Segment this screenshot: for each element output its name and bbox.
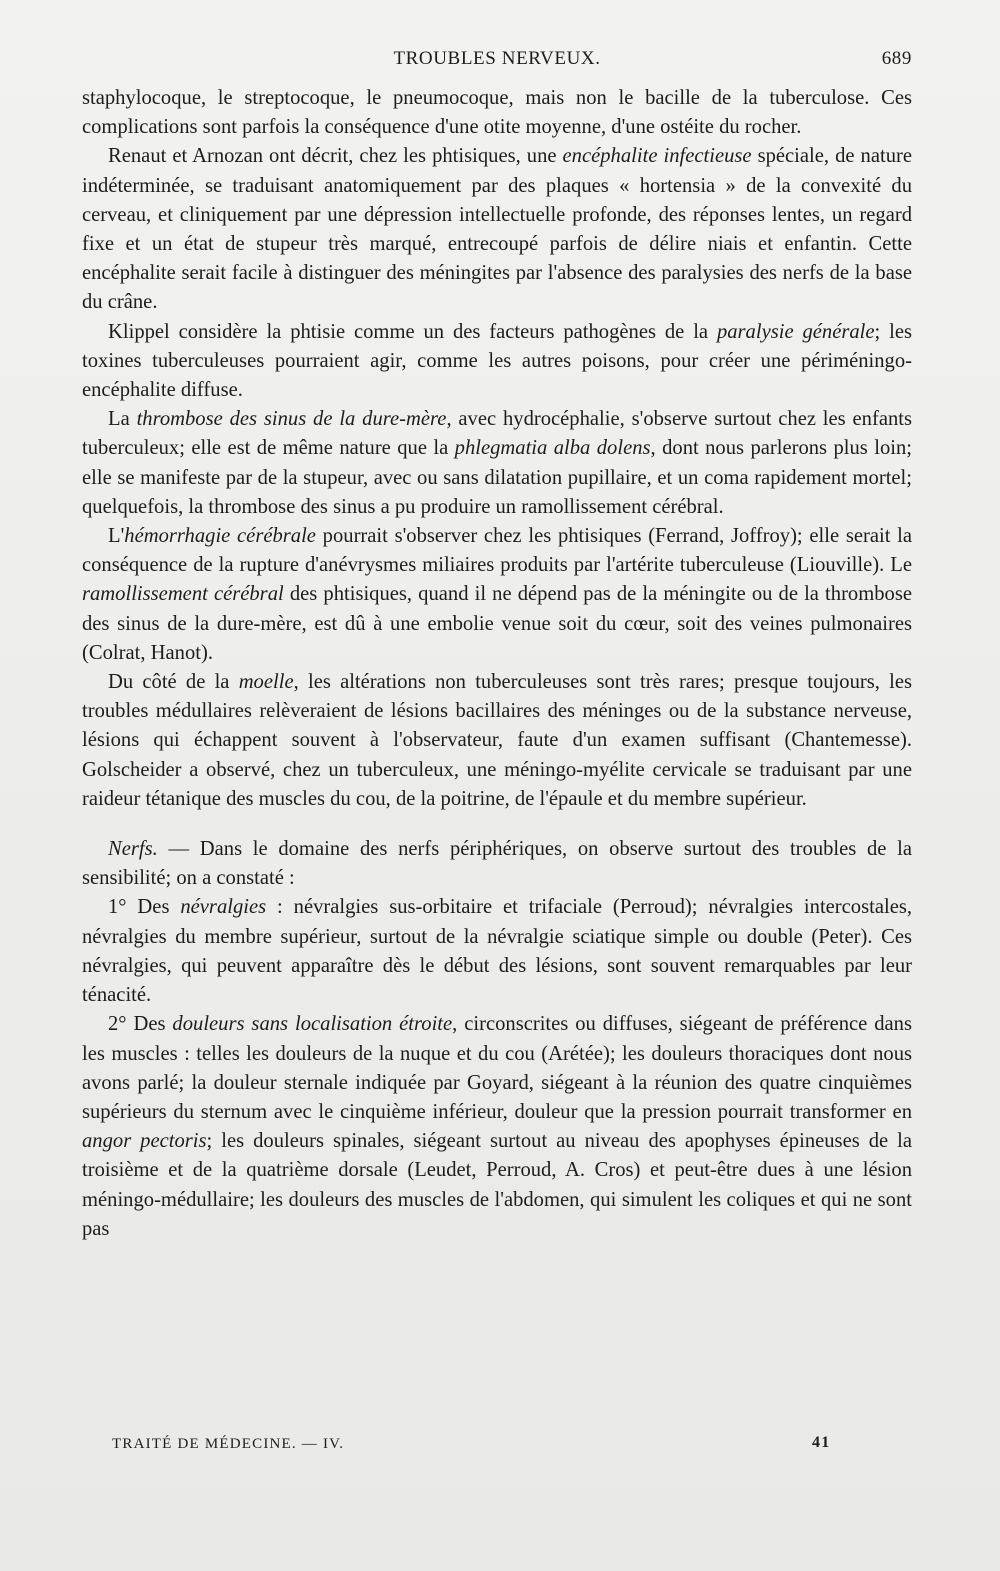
text-run: Renaut et Arnozan ont décrit, chez les phtisiques, une [108,145,563,168]
text-run: 2° Des [108,1013,173,1036]
signature-mark: 41 [812,1434,831,1451]
paragraph-douleurs [82,1010,912,1244]
text-run: Klippel considère la phtisie comme un des facteurs pathogènes de la [108,320,717,343]
italic-term: angor pectoris [82,1130,207,1153]
text-run: Du côté de la [108,671,239,694]
text-run: pourrait s'observer chez les phtisiques (Ferrand, Joffroy); elle serait la conséquence de la rupture d'anévrysmes miliaires produits par l'artérite tuberculeuse (Liouville). Le [82,525,912,577]
italic-term: névralgies [180,896,267,919]
paragraph-moelle [82,668,912,814]
italic-term: douleurs sans localisation étroite [172,1013,453,1036]
italic-term: moelle [238,671,294,694]
paragraph-nerfs [82,835,912,893]
paragraph-encephalite [82,142,912,317]
page-footer [112,1436,832,1466]
paragraph-nevralgies [82,893,912,1010]
text-run: staphylocoque, le streptocoque, le pneumocoque, mais non le bacille de la tuberculose. Ces complications sont parfois la conséquence d'une otite moyenne, d'une ostéite du rocher. [82,87,912,139]
italic-term: phlegmatia alba dolens [454,437,651,460]
text-run: , avec hydrocéphalie, s'observe surtout chez les enfants tuberculeux; elle est de même nature que la [82,408,912,460]
text-run: , dont nous parlerons plus loin; elle se manifeste par de la stupeur, avec ou sans dilatation pupillaire, et un coma rapidement mortel; quelquefois, la thrombose des sinus a pu produire un ramollissement cérébral. [82,437,912,518]
paragraph-complications [82,84,912,142]
text-run: 1° Des [108,896,181,919]
text-run: — Dans le domaine des nerfs périphériques, on observe surtout des troubles de la sensibilité; on a constaté : [82,838,912,890]
text-run: L' [108,525,125,548]
text-run: La [108,408,137,431]
book-imprint: TRAITÉ DE MÉDECINE. — IV. [112,1436,345,1452]
page-number: 689 [881,48,912,69]
text-run: , les altérations non tuberculeuses sont très rares; presque toujours, les troubles médullaires relèveraient de lésions bacillaires des méninges ou de la substance nerveuse, lésions qui échappent souvent à l'observateur, faute d'un examen suffisant (Chantemesse). Golscheider a observé, chez un tuberculeux, une méningo-myélite cervicale se traduisant par une raideur tétanique des muscles du cou, de la poitrine, de l'épaule et du membre supérieur. [82,671,912,810]
italic-term: thrombose des sinus de la dure-mère [136,408,447,431]
text-run: ; les douleurs spinales, siégeant surtout au niveau des apophyses épineuses de la troisième et de la quatrième dorsale (Leudet, Perroud, A. Cros) et peut-être dues à une lésion méningo-médullaire; les douleurs des muscles de l'abdomen, qui simulent les coliques et qui ne sont pas [82,1130,912,1240]
italic-term: encéphalite infectieuse [562,145,752,168]
italic-term: ramollissement cérébral [82,583,284,606]
running-header [82,48,912,78]
italic-term: hémorrhagie cérébrale [124,525,316,548]
section-heading-nerfs: Nerfs. [108,838,158,861]
paragraph-klippel [82,318,912,406]
text-run: ; les toxines tuberculeuses pourraient agir, comme les autres poisons, pour créer une périméningo-encéphalite diffuse. [82,320,912,402]
running-title: TROUBLES NERVEUX. [393,48,601,69]
italic-term: paralysie générale [716,320,875,343]
text-run: spéciale, de nature indéterminée, se traduisant anatomiquement par des plaques « hortensia » de la convexité du cerveau, et cliniquement par une dépression intellectuelle profonde, des réponses lentes, un regard fixe et un état de stupeur très marqué, entrecoupé parfois de délire niais et enfantin. Cette encéphalite serait facile à distinguer des méningites par l'absence des paralysies des nerfs de la base du crâne. [82,145,912,314]
body-text [82,84,912,1244]
paragraph-hemorrhagie [82,522,912,668]
paragraph-thrombose [82,405,912,522]
text-run: : névralgies sus-orbitaire et trifaciale (Perroud); névralgies intercostales, névralgies du membre supérieur, surtout de la névralgie sciatique simple ou double (Peter). Ces névralgies, qui peuvent apparaître dès le début des lésions, sont souvent remarquables par leur ténacité. [82,896,912,1007]
text-run: des phtisiques, quand il ne dépend pas de la méningite ou de la thrombose des sinus de la dure-mère, est dû à une embolie venue soit du cœur, soit des veines pulmonaires (Colrat, Hanot). [82,583,912,664]
text-run: , circonscrites ou diffuses, siégeant de préférence dans les muscles : telles les douleurs de la nuque et du cou (Arétée); les douleurs thoraciques dont nous avons parlé; la douleur sternale indiquée par Goyard, siégeant à la réunion des quatre cinquièmes supérieurs du sternum avec le cinquième inférieur, douleur que la pression pourrait transformer en [82,1013,912,1123]
